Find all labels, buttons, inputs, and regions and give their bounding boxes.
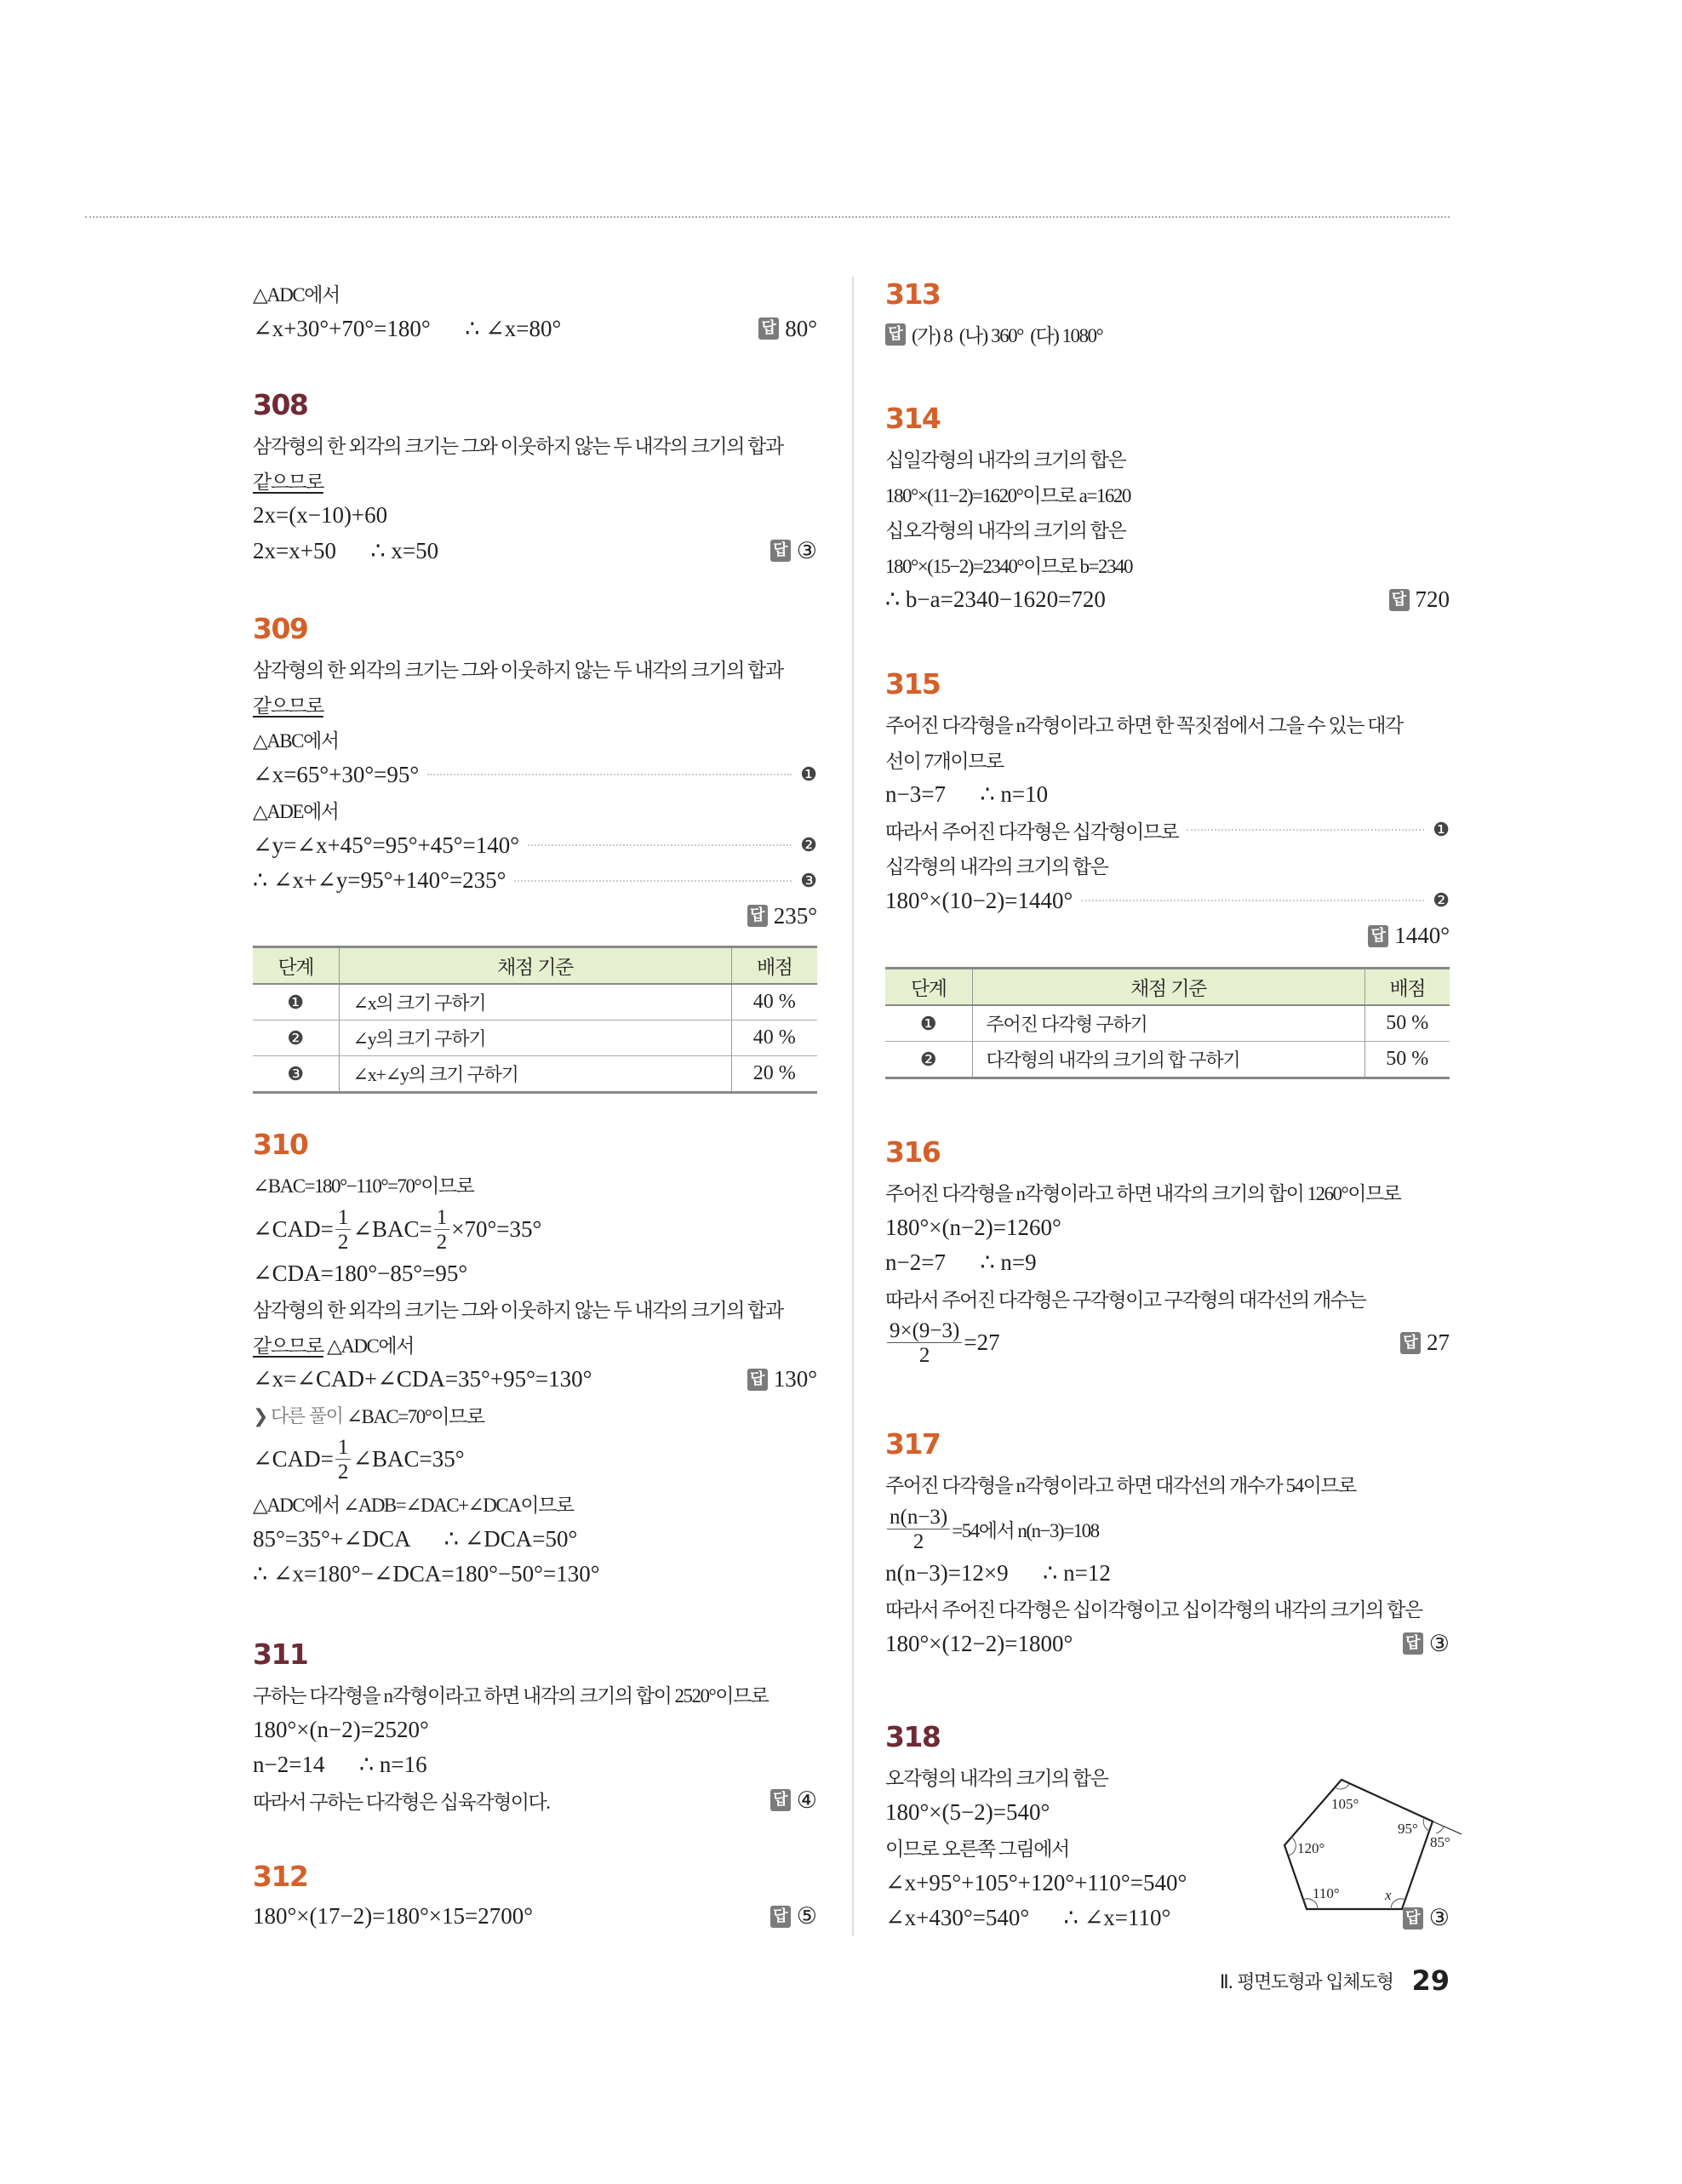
line-text: ∠CAD= [253,1446,334,1472]
answer-badge-icon: 답 [747,905,768,927]
step-marker: ❷ [800,834,817,856]
answer-value: 1440° [1394,923,1450,949]
points: 40 % [731,1021,817,1056]
solution-line [885,1316,1450,1369]
line-text: n−2=7 ∴ n=9 [885,1249,1037,1276]
problem-312 [253,1858,817,1935]
criteria: ∠x+∠y의 크기 구하기 [339,1056,731,1093]
table-row [885,1005,1450,1042]
problem-number: 309 [253,612,308,645]
problem-307-continued [253,276,817,346]
denominator-text: 2 [913,1529,924,1553]
header-criteria: 채점 기준 [339,947,731,985]
dotted-leader [1187,829,1424,831]
denominator-text: 2 [436,1230,448,1254]
dotted-leader [528,844,792,846]
problem-314 [885,400,1450,618]
line-text: 삼각형의 한 외각의 크기는 그와 이웃하지 않는 두 내각의 크기의 합과 [253,660,783,682]
page-number: 29 [1411,1964,1450,1997]
angle-label-95: 95° [1398,1821,1418,1837]
problem-number: 317 [885,1427,941,1461]
header-points: 배점 [731,947,817,985]
line-text: 따라서 주어진 다각형은 구각형이고 구각형의 대각선의 개수는 [885,1289,1366,1311]
solution-line [253,1167,817,1203]
line-text: △ADC에서 ∠ADB=∠DAC+∠DCA이므로 [253,1495,574,1517]
step-marker: ❶ [885,1005,972,1042]
answer-value: ③ [796,537,817,563]
answer [758,316,817,342]
line-text: ∠x+30°+70°=180° ∴ ∠x=80° [253,315,562,341]
solution-line [885,1466,1450,1502]
solution-lines [253,1677,817,1818]
line-text: △ADE에서 [253,801,339,823]
numerator [335,1435,352,1460]
line-text: 주어진 다각형을 n각형이라고 하면 대각선의 개수가 54이므로 [885,1475,1356,1497]
step-marker: ❸ [253,1056,339,1093]
solution-line [253,1203,817,1256]
points: 20 % [731,1056,817,1093]
numerator-text: 1 [337,1205,349,1229]
line-text: ∠y=∠x+45°=95°+45°=140° [253,832,520,858]
angle-label-120: 120° [1297,1840,1325,1856]
solution-line [253,828,817,864]
fraction [335,1205,352,1254]
solution-line [253,1899,817,1935]
extension-line [1433,1821,1462,1834]
answer-value: 130° [773,1366,817,1392]
solution-line [885,477,1450,512]
angle-label-105: 105° [1331,1796,1359,1812]
solution-line [253,1783,817,1819]
answer-badge-icon: 답 [1389,589,1410,611]
line-text: 구하는 다각형을 n각형이라고 하면 내각의 크기의 합이 2520°이므로 [253,1685,769,1707]
answer-value: 720 [1415,586,1450,613]
line-text: ∠BAC=35° [352,1446,465,1472]
solution-line [253,1432,817,1486]
top-dotted-divider [85,216,1450,218]
solution-lines [885,1466,1450,1661]
solution-line [885,512,1450,547]
alternative-solution-label [253,1402,342,1428]
solution-line [253,534,817,569]
solution-lines [253,651,817,934]
criteria: 다각형의 내각의 크기의 합 구하기 [972,1042,1364,1078]
denominator-text: 2 [337,1230,349,1254]
line-text: 오각형의 내각의 크기의 합은 [885,1768,1108,1790]
denominator [437,1230,448,1254]
line-text: ∠CDA=180°−85°=95° [253,1260,468,1286]
solution-line [885,848,1450,883]
solution-line [885,742,1450,778]
problem-316 [885,1134,1450,1369]
solution-line [885,1591,1450,1627]
line-text: 삼각형의 한 외각의 크기는 그와 이웃하지 않는 두 내각의 크기의 합과 [253,436,783,458]
line-text: 180°×(n−2)=1260° [885,1214,1061,1240]
solution-lines [253,276,817,346]
problem-number: 313 [885,277,941,311]
dotted-leader [514,880,792,882]
underlined-text: 같으므로 [253,695,323,717]
answer [1403,1631,1450,1657]
problem-number: 312 [253,1860,308,1893]
numerator-text: 9×(9−3) [890,1319,960,1342]
numerator [434,1205,450,1230]
alt-label-text: 다른 풀이 [270,1405,343,1427]
points: 40 % [731,984,817,1021]
solution-line [253,1362,817,1398]
solution-line [253,758,817,793]
denominator-text: 2 [337,1461,349,1484]
line-text: 180°×(10−2)=1440° [885,887,1073,913]
answer [770,538,817,564]
angle-label-110: 110° [1313,1885,1340,1901]
answer [770,1903,817,1930]
solution-line [253,1486,817,1522]
header-step: 단계 [885,969,972,1006]
solution-line [885,1245,1450,1281]
table-row [253,1021,817,1056]
solution-line [885,582,1450,618]
answer-value: ④ [796,1787,817,1813]
fraction [887,1505,950,1553]
solution-lines [885,441,1450,618]
solution-line [253,863,817,899]
line-text: 180°×(11−2)=1620°이므로 a=1620 [885,484,1130,506]
solution-line [885,813,1450,849]
solution-line [253,1747,817,1783]
line-text: ∴ b−a=2340−1620=720 [885,586,1106,613]
answer [747,903,817,929]
numerator [335,1205,352,1230]
problem-number: 310 [253,1128,308,1161]
solution-line [253,498,817,534]
solution-line [253,1256,817,1292]
line-text: 주어진 다각형을 n각형이라고 하면 내각의 크기의 합이 1260°이므로 [885,1183,1401,1205]
line-text: 주어진 다각형을 n각형이라고 하면 한 꼭짓점에서 그을 수 있는 대각 [885,715,1403,737]
solution-lines [885,1175,1450,1369]
problem-308 [253,386,817,569]
line-text: 180°×(12−2)=1800° [885,1630,1073,1656]
solution-line [885,547,1450,583]
line-text: 180°×(17−2)=180°×15=2700° [253,1903,534,1930]
line-text: 180°×(n−2)=2520° [253,1716,429,1742]
answer-badge-icon: 답 [1368,925,1388,947]
underlined-text: 같으므로 [253,471,323,493]
line-text: 2x=(x−10)+60 [253,502,388,529]
step-marker: ❶ [253,984,339,1021]
line-text: =27 [964,1329,1000,1355]
solution-line [253,1291,817,1327]
criteria: ∠y의 크기 구하기 [339,1021,731,1056]
solution-line [253,722,817,758]
step-marker: ❷ [885,1042,972,1078]
denominator [913,1529,924,1553]
line-text: 선이 7개이므로 [885,750,1004,772]
line-text: 따라서 구하는 다각형은 십육각형이다. [253,1791,550,1813]
chapter-title: Ⅱ. 평면도형과 입체도형 [1219,1971,1393,1993]
solution-lines [885,706,1450,954]
criteria: ∠x의 크기 구하기 [339,984,731,1021]
angle-arc [1436,1827,1444,1833]
problem-number: 315 [885,667,941,700]
header-points: 배점 [1364,969,1450,1006]
solution-line [253,276,817,312]
line-text: 십일각형의 내각의 크기의 합은 [885,449,1126,472]
line-text: 180°×(5−2)=540° [885,1798,1050,1825]
solution-line [253,899,817,935]
points: 50 % [1364,1005,1450,1042]
step-marker: ❷ [1433,889,1450,912]
table-header-row [253,947,817,985]
angle-label-x: x [1385,1887,1392,1903]
fraction [335,1435,352,1484]
step-marker: ❷ [253,1021,339,1056]
solution-lines [253,427,817,569]
problem-317 [885,1426,1450,1661]
criteria: 주어진 다각형 구하기 [972,1005,1364,1042]
line-text: ∠x+95°+105°+120°+110°=540° [885,1869,1187,1895]
line-text: 십각형의 내각의 크기의 합은 [885,856,1108,878]
answer [1368,923,1450,949]
denominator [338,1230,349,1254]
answer-badge-icon: 답 [1403,1632,1423,1655]
table-row [253,984,817,1021]
answer-value: 27 [1427,1329,1450,1355]
step-marker: ❸ [800,869,817,891]
line-text: ∠x=∠CAD+∠CDA=35°+95°=130° [253,1366,592,1392]
answer-badge-icon: 답 [758,317,779,340]
dotted-leader [1081,900,1424,901]
answer-value: ③ [1428,1905,1450,1931]
points: 50 % [1364,1042,1450,1078]
answer-value: 80° [785,315,817,341]
solution-line [253,1327,817,1363]
answer-badge-icon: 답 [770,540,791,562]
problem-number: 311 [253,1638,308,1671]
step-marker: ❶ [1433,819,1450,841]
numerator-text: 1 [337,1436,349,1459]
line-text: =54에서 n(n−3)=108 [952,1519,1099,1541]
table-row [885,1042,1450,1078]
solution-line [885,706,1450,742]
answer-badge-icon: 답 [770,1789,791,1811]
line-text: 삼각형의 한 외각의 크기는 그와 이웃하지 않는 두 내각의 크기의 합과 [253,1300,783,1322]
problem-number: 318 [885,1720,941,1753]
pentagon-figure [1260,1753,1481,1924]
problem-number: 308 [253,388,308,421]
answer-value: ③ [1428,1630,1450,1656]
table-row [253,1056,817,1093]
answer [1389,586,1450,613]
solution-line [253,463,817,499]
line-text: n−2=14 ∴ n=16 [253,1752,427,1778]
solution-line [885,777,1450,813]
fraction [887,1318,962,1367]
solution-line [885,883,1450,919]
solution-line [253,651,817,687]
chevron-right-icon: ❯ [253,1405,267,1427]
solution-line [885,1210,1450,1246]
table-header-row [885,969,1450,1006]
solution-line [253,1398,817,1433]
numerator-text: 1 [436,1205,448,1229]
line-text: n−3=7 ∴ n=10 [885,781,1049,808]
numerator [887,1505,950,1529]
answer [770,1787,817,1814]
solution-line [885,1627,1450,1662]
solution-line [885,1175,1450,1210]
line-text: ∠BAC=180°−110°=70°이므로 [253,1175,474,1198]
line-text: ∠CAD= [253,1215,334,1242]
page-footer [1220,1964,1450,1997]
solution-line [885,1556,1450,1592]
numerator [887,1318,962,1343]
line-text: (가) 8 (나) 360° (다) 1080° [912,325,1103,347]
line-text: 2x=x+50 ∴ x=50 [253,537,439,563]
underlined-text: 같으므로 [253,1335,323,1357]
problem-number: 316 [885,1135,941,1169]
denominator [919,1343,930,1367]
denominator-text: 2 [918,1344,930,1367]
answer-badge-icon: 답 [1403,1907,1423,1930]
line-text: 이므로 오른쪽 그림에서 [885,1838,1069,1861]
line-text: ∠BAC=70°이므로 [342,1405,484,1427]
line-text: ∴ ∠x=180°−∠DCA=180°−50°=130° [253,1561,600,1587]
problem-315 [885,666,1450,954]
denominator [338,1460,349,1484]
problem-309 [253,610,817,934]
line-text: 따라서 주어진 다각형은 십각형이므로 [885,820,1179,843]
fraction [434,1205,450,1254]
scoring-table-315 [885,967,1450,1079]
line-text: ∠x+430°=540° ∴ ∠x=110° [885,1905,1171,1931]
line-text: △ADC에서 [253,284,340,306]
problem-313 [885,276,1450,352]
solution-lines [885,317,1450,352]
line-text: 85°=35°+∠DCA ∴ ∠DCA=50° [253,1525,578,1552]
line-text: △ADC에서 [323,1335,414,1357]
step-marker: ❶ [800,763,817,786]
solution-lines [253,1899,817,1935]
line-text: ∠x=65°+30°=95° [253,761,420,787]
line-text: ∠BAC= [352,1215,432,1242]
answer-value: 235° [773,902,817,929]
numerator-text: n(n−3) [890,1505,948,1529]
solution-line [885,918,1450,954]
line-text: 따라서 주어진 다각형은 십이각형이고 십이각형의 내각의 크기의 합은 [885,1599,1422,1621]
solution-line [253,427,817,463]
header-step: 단계 [253,947,339,985]
problem-311 [253,1636,817,1818]
dotted-leader [427,774,792,775]
answer-value: ⑤ [796,1903,817,1930]
solution-line [885,1502,1450,1556]
line-text: 180°×(15−2)=2340°이므로 b=2340 [885,555,1133,577]
solution-line [253,792,817,828]
answer-badge-icon: 답 [885,323,906,346]
scoring-table-309 [253,946,817,1094]
answer [747,1366,817,1392]
solution-line [253,1677,817,1712]
solution-line [253,687,817,723]
line-text: n(n−3)=12×9 ∴ n=12 [885,1559,1111,1586]
column-divider [852,277,854,1936]
solution-line [885,317,1450,352]
solution-line [253,1557,817,1592]
solution-line [885,1281,1450,1317]
angle-label-85: 85° [1430,1834,1450,1850]
solution-lines [253,1167,817,1592]
answer [1400,1329,1450,1356]
line-text: ×70°=35° [451,1215,542,1242]
solution-line [253,1712,817,1748]
line-text: 십오각형의 내각의 크기의 합은 [885,520,1126,542]
line-text: △ABC에서 [253,730,339,752]
problem-number: 314 [885,402,941,435]
answer-badge-icon: 답 [747,1369,768,1391]
problem-310 [253,1126,817,1592]
solution-line [253,312,817,347]
solution-line [885,441,1450,477]
solution-line [253,1522,817,1558]
line-text: ∴ ∠x+∠y=95°+140°=235° [253,867,506,894]
answer-badge-icon: 답 [1400,1332,1421,1354]
answer-badge-icon: 답 [770,1906,791,1928]
header-criteria: 채점 기준 [972,969,1364,1006]
